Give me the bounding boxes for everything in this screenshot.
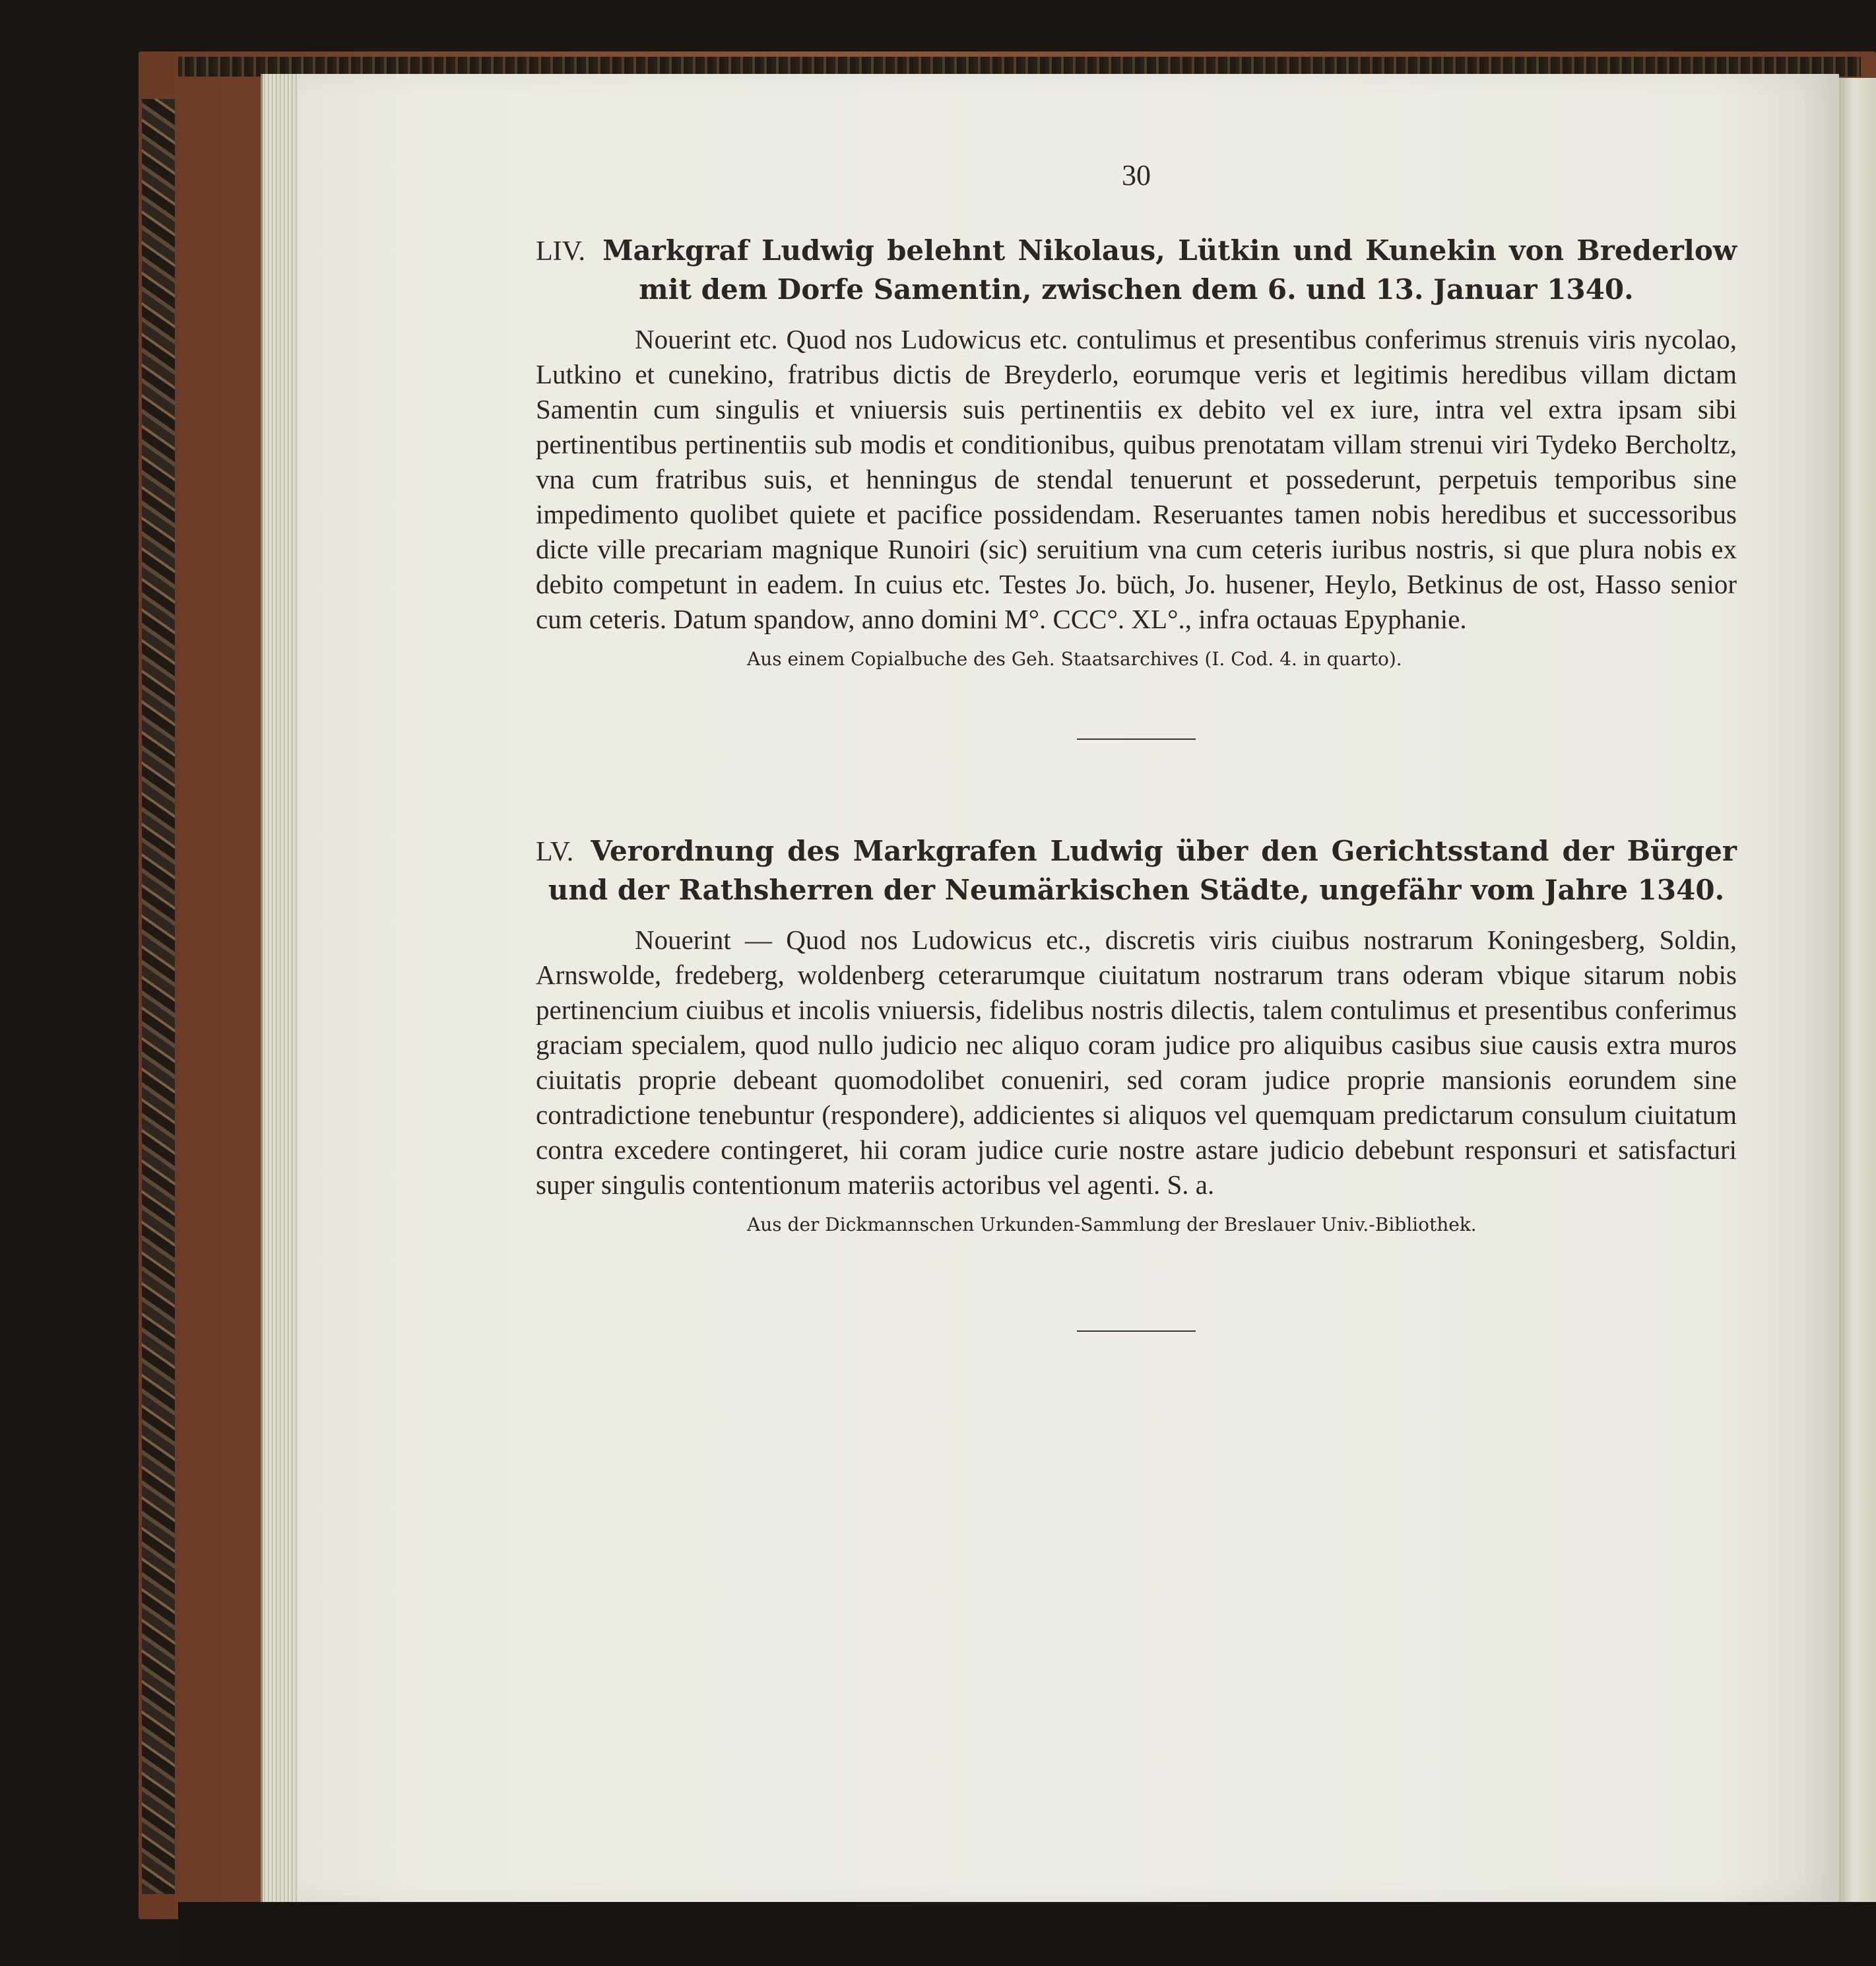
background-shadow xyxy=(178,1902,1876,1966)
document-section-liv xyxy=(536,232,1737,672)
section-body: Nouerint — Quod nos Ludowicus etc., discretis viris ciuibus nostrarum Koningesberg, Soldin, Arnswolde, fredeberg, woldenberg ceterarumque ciuitatum nostrarum trans oderam vbique sitarum nobis pertinencium ciuibus et incolis vniuersis, fidelibus nostris dilectis, talem contulimus et presentibus conferimus graciam specialem, quod nullo judicio nec aliquo coram judice pro aliquibus casibus siue causis extra muros ciuitatis proprie debeant quomodolibet conueniri, sed coram judice proprie mansionis eorundem sine contradictione tenebuntur (respondere), addicientes si aliquos vel quemquam predictarum consulum ciuitatum contra excedere contingeret, hii coram judice curie nostre astare judicio debebunt responsuri et satisfacturi super singulis contentionum materiis actoribus vel agenti. S. a. xyxy=(536,925,1737,1200)
page-content xyxy=(536,158,1737,1332)
marbled-endpaper xyxy=(142,99,175,1894)
document-section-lv xyxy=(536,832,1737,1238)
section-heading xyxy=(536,232,1737,309)
section-source: Aus der Dickmannschen Urkunden-Sammlung der Breslauer Univ.-Bibliothek. xyxy=(747,1214,1477,1235)
section-body: Nouerint etc. Quod nos Ludowicus etc. contulimus et presentibus conferimus strenuis viris nycolao, Lutkino et cunekino, fratribus dictis de Breyderlo, eorumque veris et legitimis heredibus villam dictam Samentin cum singulis et vniuersis suis pertinentiis ex debito vel ex iure, intra vel extra ipsam sibi pertinentibus pertinentiis sub modis et conditionibus, quibus prenotatam villam strenui viri Tydeko Bercholtz, vna cum fratribus suis, et henningus de stendal tenuerunt et possederunt, perpetuis temporibus sine impedimento quolibet quiete et pacifice possidendam. Reseruantes tamen nobis heredibus et successoribus dicte ville precariam magnique Runoiri (sic) seruitium vna cum ceteris iuribus nostris, si que plura nobis ex debito competunt in eadem. In cuius etc. Testes Jo. büch, Jo. husener, Heylo, Betkinus de ost, Hasso senior cum ceteris. Datum spandow, anno domini M°. CCC°. XL°., infra octauas Epyphanie. xyxy=(536,324,1737,634)
page-number: 30 xyxy=(1122,159,1151,191)
page-edges xyxy=(261,74,302,1902)
section-number: LIV. xyxy=(536,236,586,267)
right-page-edge xyxy=(1839,78,1876,1902)
section-divider xyxy=(1077,738,1196,740)
section-source: Aus einem Copialbuche des Geh. Staatsarchives (I. Cod. 4. in quarto). xyxy=(747,648,1402,670)
end-divider xyxy=(1077,1330,1196,1332)
section-title: Verordnung des Markgrafen Ludwig über den Gerichtsstand der Bürger und der Rathsherren der Neumärkischen Städte, ungefähr vom Jahre 1340. xyxy=(548,835,1737,906)
section-heading xyxy=(536,832,1737,909)
section-number: LV. xyxy=(536,837,574,867)
section-title: Markgraf Ludwig belehnt Nikolaus, Lütkin und Kunekin von Brederlow mit dem Dorfe Samentin, zwischen dem 6. und 13. Januar 1340. xyxy=(602,234,1737,306)
